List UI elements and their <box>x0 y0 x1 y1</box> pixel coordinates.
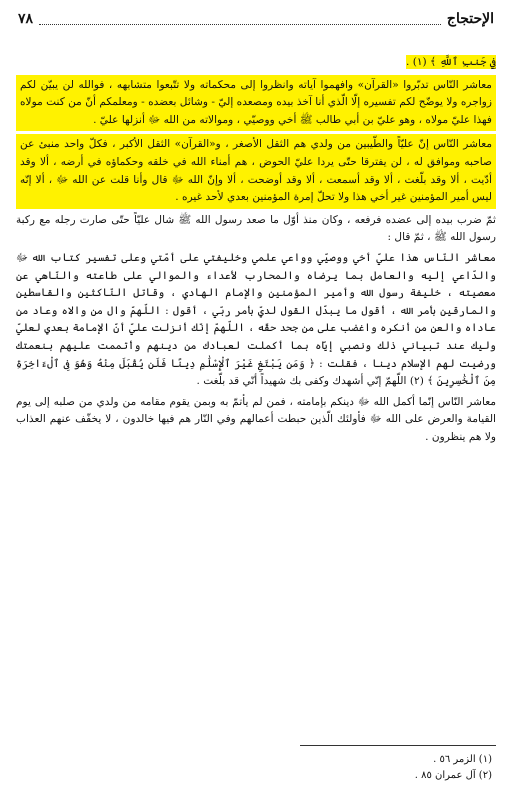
paragraph-0 <box>16 54 496 72</box>
footnote-1: (١) الزمر ٥٦ . <box>433 754 492 765</box>
page-header <box>18 8 494 30</box>
footnote-2: (٢) آل عمران ٨٥ . <box>414 770 492 781</box>
paragraph-1: معاشر النّاس تدبّروا «القرآن» وافهموا آياته وانظروا إلى محكماته ولا تتّبعوا متشابهه ، فوالله لن يبيّن لكم زواجره ولا يوضّح لكم تفسيره إلّا الّذي أنا آخذ بيده ومصعده إليّ - وشائل بعضده - ومعلمكم أنّ من كنت مولاه فهذا عليّ مولاه ، وهو عليّ بن أبي طالب ﷺ أخي ووصيّي ، وموالاته من الله ﷻ أنزلها عليّ . <box>16 75 496 132</box>
footnote-divider <box>300 745 496 746</box>
header-dotted-leader <box>39 14 441 25</box>
paragraph-5: معاشر النّاس إنّما أكمل الله ﷻ دينكم بإمامته ، فمن لم يأتمّ به وبمن يقوم مقامه من ولدي من صلبه إلى يوم القيامة والعرض على الله ﷻ فأولئك الّذين حبطت أعمالهم وفي النّار هم فيها خالدون ، لا يخفّف عنهم العذاب ولا هم ينظرون . <box>16 395 496 443</box>
book-title: الإحتجاج <box>446 11 494 27</box>
page-body <box>16 54 496 449</box>
paragraph-2: معاشر النّاس إنّ عليّاً والطّيبين من ولدي هم الثقل الأصغر ، و«القرآن» الثقل الأكبر ، فكلّ واحد منبئ عن صاحبه وموافق له ، لن يفترقا حتّى يردا عليّ الحوض ، هم أمناء الله في خلقه وحكماؤه في أرضه ، ألا وقد أدّيت ، ألا وقد بلّغت ، ألا وقد أسمعت ، ألا وقد أوضحت ، ألا وإنّ الله ﷻ قال وأنا قلت عن الله ﷻ ، ألا إنّه ليس أمير المؤمنين غير أخي هذا ولا تحلّ إمرة المؤمنين بعدي لأحد غيره . <box>16 134 496 208</box>
paragraph-3: ثمّ ضرب بيده إلى عضده فرفعه ، وكان منذ أوّل ما صعد رسول الله ﷺ شال عليّاً حتّى صارت رجله مع ركبة رسول الله ﷺ ، ثمّ قال : <box>16 213 496 244</box>
footnotes <box>16 752 492 784</box>
paragraph-4: معاشر النّاس هذا عليّ أخي ووصيّي وواعي علمي وخليفتي على أمّتي وعلى تفسير كتاب الله ﷻ والدّاعي إليه والعامل بما يرضاه والمحارب لأعداء والموالي على طاعته والنّاهي عن معصيته ، خليفة رسول الله وأمير المؤمنين والإمام الهادي ، وقاتل النّاكثين والقاسطين والمارقين بأمر الله ، أقول ما يبدّل القول لديّ بأمر ربّي ، أقول : اللّهمّ وال من والاه وعاد من عاداه والعن من أنكره واغضب على من جحد حقّه ، اللّهمّ إنّك أنزلت عليّ أنّ الإمامة بعدي لعليّ وليك عند تبياني ذلك ونصبي إيّاه بما أكملت لعبادك من دينهم وأتممت عليهم بنعمتك ورضيت لهم الإسلام دينا ، فقلت : ﴿ وَمَن يَبْتَغِ غَيْرَ ٱلْإِسْلَٰمِ دِينًا فَلَن يُقْبَلَ مِنْهُ وَهُوَ فِى ٱلْءَاخِرَةِ مِنَ ٱلْخَٰسِرِينَ ﴾ (٢) اللّهمّ إنّي أشهدك وكفى بك شهيداً أنّي قد بلّغت . <box>16 251 496 388</box>
page-number: ٧٨ <box>18 11 34 27</box>
highlighted-text: فِي جَنبِ ٱللَّهِ ﴾ (١) . <box>405 56 496 68</box>
